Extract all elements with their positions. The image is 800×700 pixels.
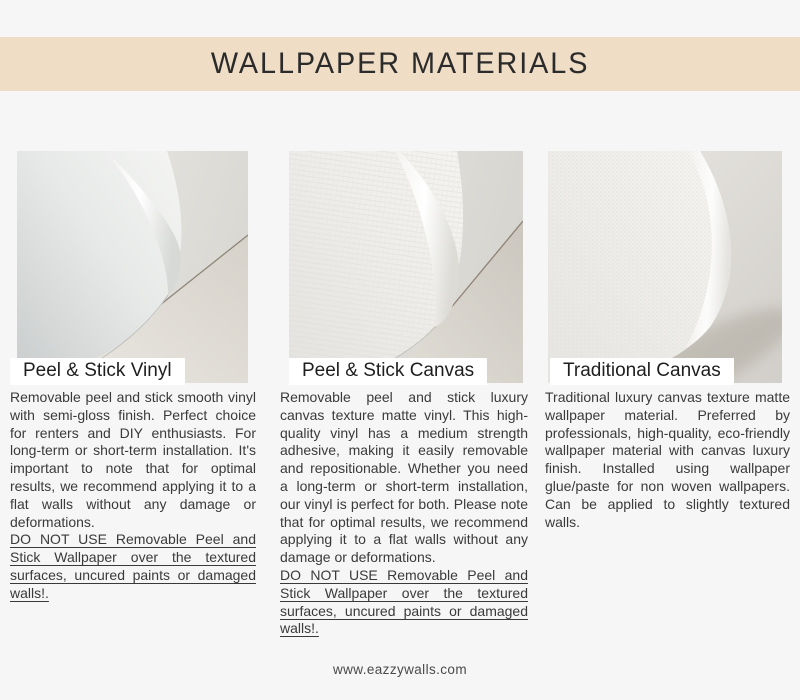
peel-stick-vinyl-image bbox=[17, 151, 248, 383]
material-description: Removable peel and stick smooth vinyl with semi-gloss finish. Perfect choice for renters and DIY enthusiasts. For long-term or short-term installation. It's important to note that for optimal results, we recommend applying it to a flat walls without any damage or deformations. bbox=[10, 389, 256, 530]
material-label-traditional-canvas: Traditional Canvas bbox=[550, 358, 734, 385]
traditional-canvas-image bbox=[548, 151, 782, 383]
material-label-peel-stick-canvas: Peel & Stick Canvas bbox=[289, 358, 487, 385]
material-text-traditional-canvas bbox=[545, 389, 790, 531]
header-band bbox=[0, 37, 800, 91]
material-warning: DO NOT USE Removable Peel and Stick Wallpaper over the textured surfaces, uncured paints or damaged walls!. bbox=[10, 531, 256, 601]
website-url: www.eazzywalls.com bbox=[333, 662, 467, 677]
smooth-vinyl-sample-graphic bbox=[17, 151, 248, 383]
material-column-peel-stick-canvas bbox=[280, 151, 528, 637]
material-description: Removable peel and stick luxury canvas texture matte vinyl. This high-quality vinyl has a medium strength adhesive, making it easily removable and repositionable. Whether you need a long-term or short-term installation, our vinyl is perfect for both. Please note that for optimal results, we recommend applying it to a flat walls without any damage or deformations. bbox=[280, 389, 528, 566]
traditional-canvas-sample-graphic bbox=[548, 151, 782, 383]
material-warning: DO NOT USE Removable Peel and Stick Wallpaper over the textured surfaces, uncured paints or damaged walls!. bbox=[280, 566, 528, 637]
material-text-peel-stick-vinyl bbox=[10, 389, 256, 603]
material-column-peel-stick-vinyl bbox=[10, 151, 256, 601]
material-description: Traditional luxury canvas texture matte wallpaper material. Preferred by professionals, high-quality, eco-friendly wallpaper material with canvas luxury finish. Installed using wallpaper glue/paste for non woven wallpapers. Can be applied to slightly textured walls. bbox=[545, 389, 790, 530]
material-column-traditional-canvas bbox=[545, 151, 790, 530]
material-text-peel-stick-canvas bbox=[280, 389, 528, 638]
page-title: WALLPAPER MATERIALS bbox=[210, 47, 590, 80]
material-label-peel-stick-vinyl: Peel & Stick Vinyl bbox=[10, 358, 185, 385]
canvas-vinyl-sample-graphic bbox=[289, 151, 523, 383]
peel-stick-canvas-image bbox=[289, 151, 523, 383]
